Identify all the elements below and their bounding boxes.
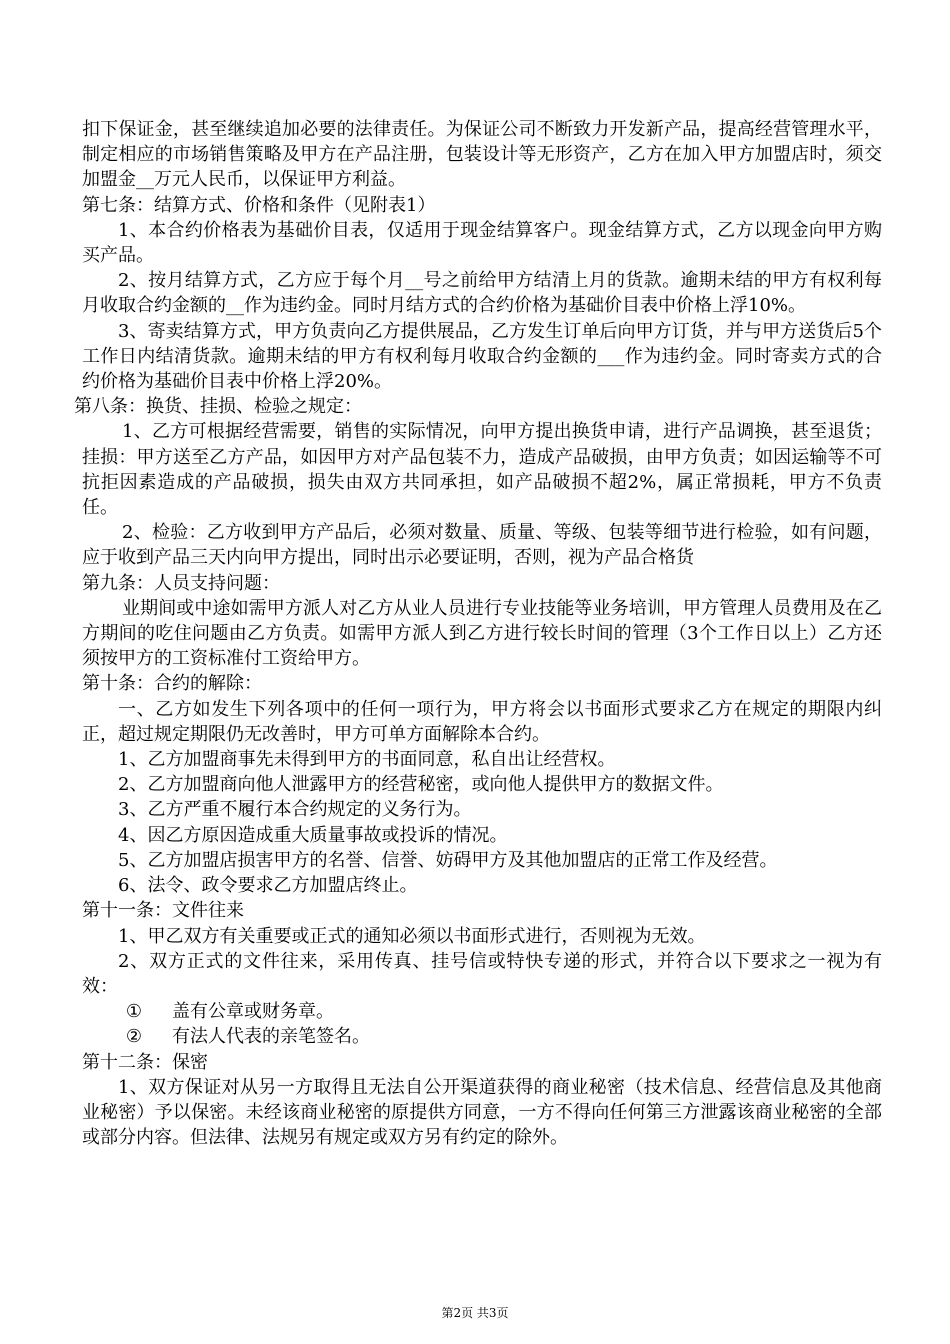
article-8-clause-2: 2、检验：乙方收到甲方产品后，必须对数量、质量、等级、包装等细节进行检验，如有问题，应于收到产品三天内向甲方提出，同时出示必要证明，否则，视为产品合格货 [82,522,882,569]
article-7-heading: 第七条：结算方式、价格和条件（见附表1） [82,194,436,216]
article-11-option-1 [82,999,882,1024]
article-10-heading: 第十条：合约的解除： [82,673,262,695]
option-2-text: 有法人代表的亲笔签名。 [172,1026,370,1048]
article-11-heading: 第十一条：文件往来 [82,900,244,922]
article-11-clause-2: 2、双方正式的文件往来，采用传真、挂号信或特快专递的形式，并符合以下要求之一视为有效： [82,950,882,997]
article-10-clause-1: 一、乙方如发生下列各项中的任何一项行为，甲方将会以书面形式要求乙方在规定的期限内纠正，超过规定期限仍无改善时，甲方可单方面解除本合约。 [82,698,882,745]
article-9-clause-1: 业期间或中途如需甲方派人对乙方从业人员进行专业技能等业务培训，甲方管理人员费用及在乙方期间的吃住问题由乙方负责。如需甲方派人到乙方进行较长时间的管理（3个工作日以上）乙方还须按甲方的工资标准付工资给甲方。 [82,597,882,670]
article-8-clause-1: 1、乙方可根据经营需要，销售的实际情况，向甲方提出换货申请，进行产品调换，甚至退货；挂损：甲方送至乙方产品，如因甲方对产品包装不力，造成产品破损，由甲方负责；如因运输等不可抗拒因素造成的产品破损，损失由双方共同承担，如产品破损不超2%，属正常损耗，甲方不负责任。 [82,421,882,519]
page-footer [0,1304,950,1321]
circled-number-1: ① [125,1001,142,1023]
article-10-item-4: 4、因乙方原因造成重大质量事故或投诉的情况。 [118,824,508,846]
article-11-clause-1: 1、甲乙双方有关重要或正式的通知必须以书面形式进行，否则视为无效。 [118,925,706,947]
intro-paragraph: 扣下保证金，甚至继续追加必要的法律责任。为保证公司不断致力开发新产品，提高经营管理水平，制定相应的市场销售策略及甲方在产品注册，包装设计等无形资产，乙方在加入甲方加盟店时，须交加盟金__万元人民币，以保证甲方利益。 [82,119,882,191]
article-8-heading: 第八条：换货、挂损、检验之规定： [74,396,362,418]
option-1-text: 盖有公章或财务章。 [172,1001,334,1023]
article-7-clause-3: 3、寄卖结算方式，甲方负责向乙方提供展品，乙方发生订单后向甲方订货，并与甲方送货后5个工作日内结清货款。逾期未结的甲方有权利每月收取合约金额的___作为违约金。同时寄卖方式的合约价格为基础价目表中价格上浮20%。 [82,320,882,393]
article-10-item-1: 1、乙方加盟商事先未得到甲方的书面同意，私自出让经营权。 [118,749,616,771]
page-indicator: 第2页 共3页 [441,1306,509,1320]
article-12-heading: 第十二条：保密 [82,1051,208,1073]
article-12-clause-1: 1、双方保证对从另一方取得且无法自公开渠道获得的商业秘密（技术信息、经营信息及其他商业秘密）予以保密。未经该商业秘密的原提供方同意，一方不得向任何第三方泄露该商业秘密的全部或部分内容。但法律、法规另有规定或双方另有约定的除外。 [82,1076,882,1149]
document-body [74,117,882,1150]
article-10-item-5: 5、乙方加盟店损害甲方的名誉、信誉、妨碍甲方及其他加盟店的正常工作及经营。 [118,849,778,871]
article-10-item-2: 2、乙方加盟商向他人泄露甲方的经营秘密，或向他人提供甲方的数据文件。 [118,774,724,796]
article-10-item-3: 3、乙方严重不履行本合约规定的义务行为。 [118,799,472,821]
circled-number-2: ② [125,1026,142,1048]
article-11-option-2 [82,1024,882,1049]
article-9-heading: 第九条：人员支持问题： [82,572,280,594]
article-7-clause-1: 1、本合约价格表为基础价目表，仅适用于现金结算客户。现金结算方式，乙方以现金向甲方购买产品。 [82,219,882,267]
article-10-item-6: 6、法令、政令要求乙方加盟店终止。 [118,875,418,897]
article-7-clause-2: 2、按月结算方式，乙方应于每个月__号之前给甲方结清上月的货款。逾期未结的甲方有权利每月收取合约金额的__作为违约金。同时月结方式的合约价格为基础价目表中价格上浮10%。 [82,270,882,317]
